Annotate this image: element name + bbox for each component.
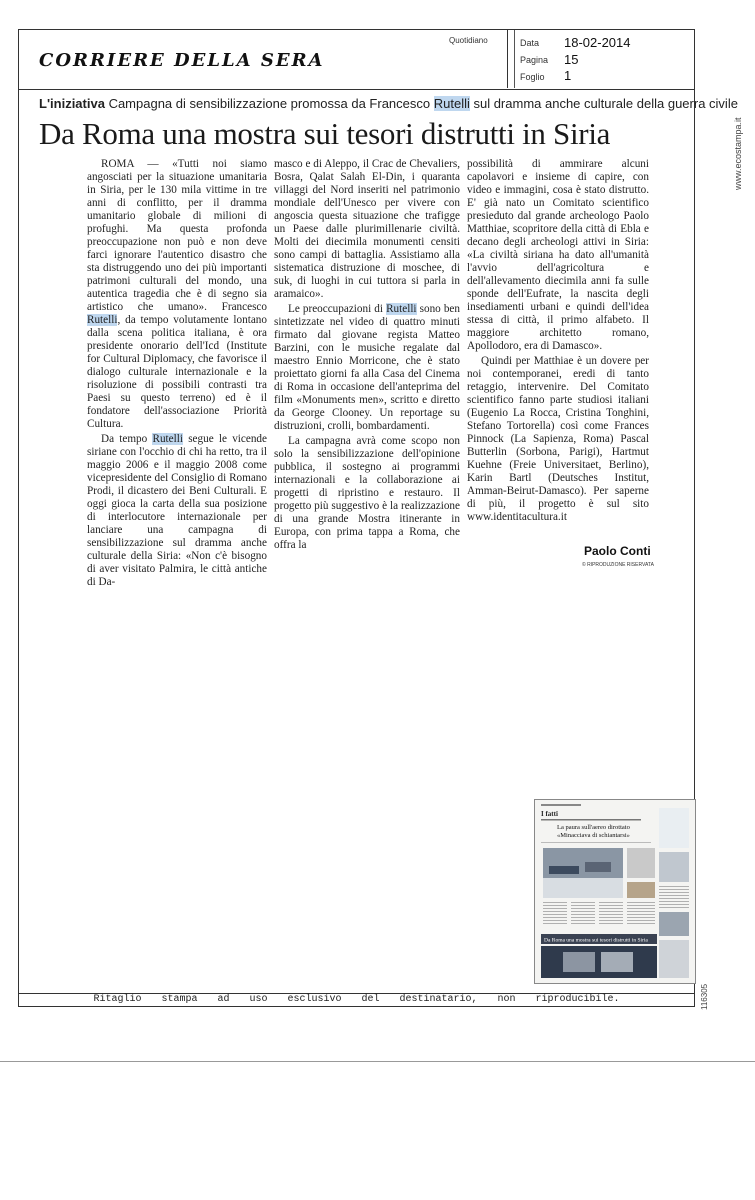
thumbnail-bottom-headline: Da Roma una mostra sui tesori distrutti in Siria — [544, 937, 648, 944]
newspaper-masthead: CORRIERE DELLA SERA — [39, 50, 325, 71]
kicker-name-highlight: Rutelli — [433, 96, 470, 111]
page-divider — [0, 1061, 755, 1062]
sheet-label: Foglio — [520, 72, 545, 82]
website-side-text — [733, 100, 745, 190]
page-thumbnail — [534, 799, 696, 984]
thumbnail-section: I fatti — [541, 810, 558, 818]
article-column-1 — [87, 158, 267, 591]
article-author: Paolo Conti — [584, 544, 651, 558]
page-label: Pagina — [520, 55, 549, 65]
clipping-code — [700, 970, 712, 1010]
metadata-box — [507, 30, 697, 88]
paragraph: possibilità di ammirare alcuni capolavori e insieme di capire, con video e immagini, cosa è stato distrutto. E' già nato un Comitato scientifico presieduto dal grande archeologo Paolo Matthiae, scopritore della città di Ebla e decano degli archeologi attivi in Siria: «La civiltà siriana ha dato all'umanità l'avvio dell'agricoltura e dell'allevamento diecimila anni fa sulle sponde dell'Eufrate, la nascita degli insediamenti urbani e quindi dell'idea stessa di città, il primo alfabeto. Il maggiore architetto romano, Apollodoro, era di Damasco». — [467, 158, 649, 352]
date-label: Data — [520, 38, 540, 48]
kicker-text-pre: Campagna di sensibilizzazione promossa da Francesco — [104, 96, 434, 111]
sheet-value: 1 — [564, 68, 572, 83]
clipping-footer-notice: Ritaglio stampa ad uso esclusivo del destinatario, non riproducibile. — [19, 993, 694, 1006]
paragraph-text: Da tempo — [101, 433, 153, 445]
paragraph: Quindi per Matthiae è un dovere per noi contemporanei, eredi di tanto retaggio, intervenire. Del Comitato scientifico fanno parte studiosi italiani (Eugenio La Rocca, Cristina Tonghini, Stefano Tortorella) così come Frances Pinnock (La Sapienza, Roma) Pascal Butterlin (Sorbona, Parigi), Hartmut Kuehne (Freie Universitaet, Berlino), Karin Bartl (Deutsches Institut, Amman-Beirut-Damasco). Per saperne di più, il progetto è sul sito www.identitacultura.it — [467, 355, 649, 523]
kicker-tag: L'iniziativa — [39, 96, 105, 111]
page-value: 15 — [564, 52, 579, 67]
article-kicker — [39, 96, 738, 111]
paragraph — [87, 433, 267, 589]
clipping-code-label: 116305 — [700, 983, 709, 1010]
paragraph-text: , da tempo volutamente lontano dalla scena politica italiana, è ora presidente onorario dell'Icd (Institute for Cultural Diplomacy, che favorisce il dialogo culturale internazionale e la risoluzione di possibili contrasti tra Paesi su questo terreno) ed è il fondatore dell'associazione Priorità Cultura. — [87, 314, 267, 430]
name-highlight: Rutelli — [386, 303, 417, 315]
article-headline: Da Roma una mostra sui tesori distrutti in Siria — [39, 116, 611, 151]
kicker-text-post: sul dramma anche culturale della guerra civile — [469, 96, 738, 111]
thumbnail-headline-1: La paura sull'aereo dirottato — [557, 824, 630, 831]
paragraph: masco e di Aleppo, il Crac de Chevaliers, Bosra, Qalat Salah El-Din, i quaranta villaggi del Nord inseriti nel patrimonio mondiale dell'Unesco per vivere con angoscia questa situazione che trafigge un Paese dalle plurimillenarie civiltà. Molti dei diecimila monumenti censiti sono campi di battaglia. Assistiamo alla sistematica distruzione di moschee, di suk, di luoghi in cui tuttora si parla in aramaico». — [274, 158, 460, 300]
article-column-3 — [467, 158, 649, 526]
name-highlight: Rutelli — [87, 314, 118, 326]
paragraph — [274, 303, 460, 433]
metadata-divider — [508, 30, 515, 88]
website-side-label: www.ecostampa.it — [733, 117, 743, 190]
clipping-header — [19, 30, 694, 90]
paragraph: La campagna avrà come scopo non solo la sensibilizzazione dell'opinione pubblica, il sostegno ai programmi internazionali e la collaborazione ai progetti di ripristino e restauro. Il progetto più suggestivo è la realizzazione di una grande Mostra itinerante in Europa, con prima tappa a Roma, che offra la — [274, 435, 460, 551]
thumbnail-graphic — [535, 800, 695, 983]
paragraph-text: segue le vicende siriane con l'occhio di chi ha retto, tra il maggio 2006 e il maggio 2008 come vicepresidente del Consiglio di Romano Prodi, il dicastero dei Beni Culturali. E oggi gioca la carta della sua posizione di interlocutore internazionale per lanciare una campagna di sensibilizzazione sul dramma anche culturale della Siria: «Non c'è bisogno di aver visitato Palmira, le città antiche di Da- — [87, 433, 267, 588]
publication-type: Quotidiano — [449, 36, 488, 45]
paragraph-text: ROMA — «Tutti noi siamo angosciati per la situazione umanitaria in Siria, per le 130 mila vittime in tre anni di conflitto, per il dramma umanitario globale di milioni di profughi. Ma questa profonda preoccupazione non può e non deve farci ignorare l'autentico disastro che sta distruggendo uno dei più importanti patrimoni culturali del mondo, una autentica tragedia che è di segno sia artistico che umano». Francesco — [87, 158, 267, 313]
rights-notice: © RIPRODUZIONE RISERVATA — [582, 562, 654, 568]
article-column-2 — [274, 158, 460, 554]
paragraph-text: Le preoccupazioni di — [288, 303, 387, 315]
thumbnail-headline-2: «Minacciava di schiantarsi» — [557, 832, 630, 839]
paragraph-text: sono ben sintetizzate nel video di quattro minuti firmato dal giovane regista Matteo Barzini, con le musiche regalate dal maestro Ennio Morricone, che è stato proiettato giorni fa alla Casa del Cinema di Roma in occasione dell'anteprima del film «Monuments men», scritto e diretto da George Clooney. Un reportage su distruzioni, crolli, bombardamenti. — [274, 303, 460, 432]
name-highlight: Rutelli — [152, 433, 183, 445]
date-value: 18-02-2014 — [564, 35, 631, 50]
paragraph — [87, 158, 267, 431]
